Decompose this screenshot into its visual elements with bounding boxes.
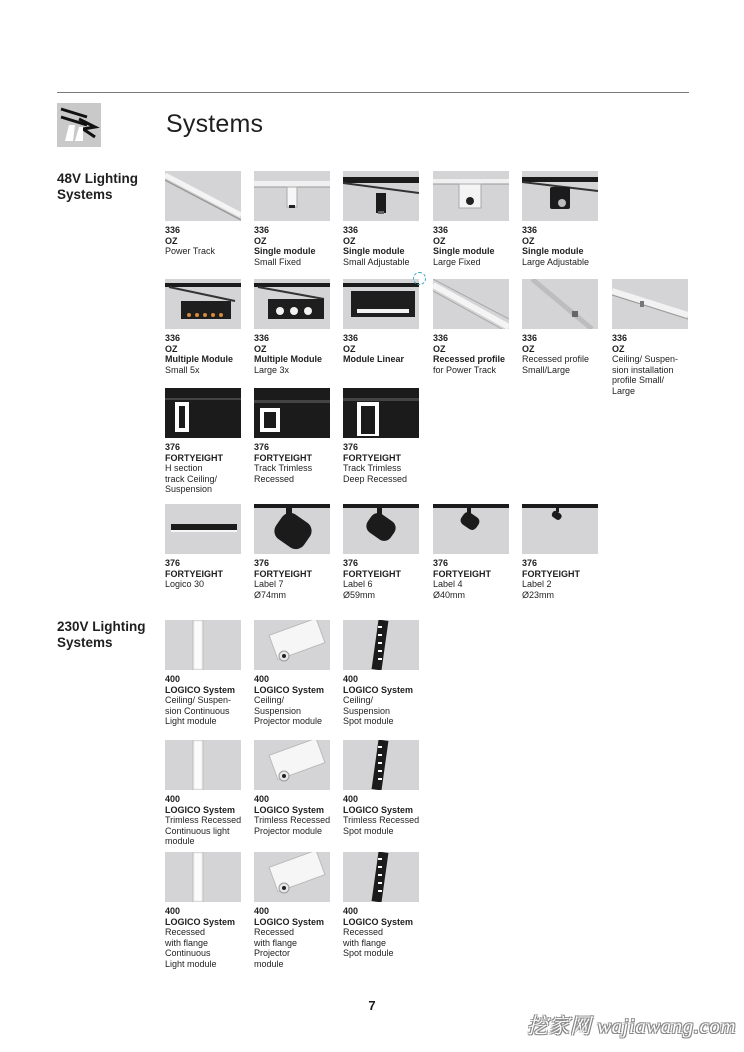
- product-caption: [254, 333, 334, 375]
- product-module-type: Single module: [343, 246, 405, 257]
- product-caption: [522, 225, 602, 267]
- product-image-track-diag: [165, 171, 241, 221]
- product-family: OZ: [343, 343, 356, 354]
- product-description: Small 5x: [165, 364, 200, 375]
- product-caption: [165, 674, 245, 727]
- product-number: 400: [343, 906, 359, 916]
- product-card: [343, 504, 423, 600]
- product-image-oz-large-fixed: [433, 171, 509, 221]
- product-family: FORTYEIGHT: [165, 568, 223, 579]
- product-number: 376: [165, 558, 181, 568]
- product-description: Small Fixed: [254, 256, 302, 267]
- product-description: Recessed with flange Projector module: [254, 927, 298, 969]
- product-description: for Power Track: [433, 364, 497, 375]
- product-caption: [254, 674, 334, 727]
- product-image-oz-linear: [343, 279, 419, 329]
- product-number: 376: [433, 558, 449, 568]
- product-number: 400: [343, 674, 359, 684]
- product-description: Ceiling/ Suspension Spot module: [343, 695, 394, 727]
- product-number: 336: [343, 333, 359, 343]
- product-card: [165, 171, 245, 257]
- product-description: Label 6 Ø59mm: [343, 579, 376, 600]
- product-family: FORTYEIGHT: [343, 568, 401, 579]
- product-caption: [254, 906, 334, 970]
- product-image-oz-small-adj: [343, 171, 419, 221]
- product-card: [165, 852, 245, 970]
- product-description: H section track Ceiling/ Suspension: [165, 463, 218, 495]
- product-family: FORTYEIGHT: [165, 452, 223, 463]
- product-image-oz-large-adj: [522, 171, 598, 221]
- product-image-logico-proj: [254, 620, 330, 670]
- product-card: [165, 279, 245, 375]
- product-image-label7: [254, 504, 330, 554]
- product-caption: [343, 333, 423, 365]
- product-number: 400: [254, 794, 270, 804]
- product-number: 336: [254, 333, 270, 343]
- product-card: [612, 279, 692, 397]
- product-image-oz-multi3: [254, 279, 330, 329]
- product-image-logico-cont: [165, 740, 241, 790]
- product-number: 336: [522, 225, 538, 235]
- product-family: OZ: [522, 343, 535, 354]
- product-family: FORTYEIGHT: [254, 568, 312, 579]
- product-family: OZ: [522, 235, 535, 246]
- product-caption: [433, 333, 513, 375]
- product-card: [254, 852, 334, 970]
- product-image-recessed-profile: [433, 279, 509, 329]
- product-family: OZ: [254, 235, 267, 246]
- product-image-logico-spot: [343, 852, 419, 902]
- product-family: LOGICO System: [165, 916, 236, 927]
- product-card: [522, 171, 602, 267]
- product-card: [165, 620, 245, 727]
- product-family: OZ: [343, 235, 356, 246]
- product-family: FORTYEIGHT: [433, 568, 491, 579]
- product-number: 336: [612, 333, 628, 343]
- product-caption: [254, 794, 334, 836]
- product-card: [343, 171, 423, 267]
- product-description: Label 4 Ø40mm: [433, 579, 466, 600]
- product-image-oz-small-fixed: [254, 171, 330, 221]
- product-image-logico-proj: [254, 740, 330, 790]
- product-module-type: Recessed profile: [433, 354, 506, 365]
- product-image-logico-spot: [343, 620, 419, 670]
- product-image-logico30: [165, 504, 241, 554]
- product-image-oz-multi5: [165, 279, 241, 329]
- product-description: Track Trimless Deep Recessed: [343, 463, 408, 484]
- product-card: [343, 388, 423, 484]
- product-number: 400: [254, 906, 270, 916]
- product-description: Trimless Recessed Continuous light module: [165, 815, 242, 847]
- product-family: OZ: [612, 343, 625, 354]
- product-number: 376: [254, 558, 270, 568]
- product-card: [343, 279, 423, 365]
- product-caption: [343, 225, 423, 267]
- section-title-48v: 48V Lighting Systems: [57, 171, 138, 202]
- product-caption: [343, 906, 423, 959]
- product-card: [433, 279, 513, 375]
- track-system-logo-icon: [57, 103, 101, 147]
- product-module-type: Multiple Module: [254, 354, 322, 365]
- product-caption: [343, 674, 423, 727]
- product-number: 336: [433, 225, 449, 235]
- product-description: Ceiling/ Suspen- sion installation profile Small/ Large: [612, 354, 679, 396]
- product-number: 400: [254, 674, 270, 684]
- product-image-h-section: [165, 388, 241, 438]
- product-number: 376: [254, 442, 270, 452]
- product-module-type: Module Linear: [343, 354, 405, 365]
- product-description: Recessed with flange Continuous Light module: [165, 927, 217, 969]
- product-caption: [522, 558, 602, 600]
- product-description: Small Adjustable: [343, 256, 410, 267]
- product-description: Label 2 Ø23mm: [522, 579, 555, 600]
- product-caption: [254, 558, 334, 600]
- product-family: FORTYEIGHT: [522, 568, 580, 579]
- product-number: 376: [165, 442, 181, 452]
- product-number: 336: [165, 225, 181, 235]
- selection-marker: [413, 272, 426, 285]
- product-family: OZ: [165, 343, 178, 354]
- product-card: [254, 504, 334, 600]
- product-description: Trimless Recessed Projector module: [254, 815, 331, 836]
- product-caption: [165, 225, 245, 257]
- section-title-230v: 230V Lighting Systems: [57, 619, 146, 650]
- product-number: 400: [165, 794, 181, 804]
- product-module-type: Single module: [433, 246, 495, 257]
- product-description: Track Trimless Recessed: [254, 463, 313, 484]
- product-description: Label 7 Ø74mm: [254, 579, 287, 600]
- product-caption: [433, 558, 513, 600]
- product-card: [254, 279, 334, 375]
- product-description: Ceiling/ Suspen- sion Continuous Light module: [165, 695, 232, 727]
- product-caption: [254, 442, 334, 484]
- product-description: Trimless Recessed Spot module: [343, 815, 420, 836]
- product-card: [433, 171, 513, 267]
- product-card: [343, 852, 423, 959]
- product-image-label2: [522, 504, 598, 554]
- product-card: [165, 504, 245, 590]
- product-caption: [165, 906, 245, 970]
- page-number: 7: [368, 998, 376, 1013]
- watermark: 挖家网 wajiawang.com: [526, 1014, 736, 1038]
- product-image-logico-proj: [254, 852, 330, 902]
- product-caption: [343, 442, 423, 484]
- product-module-type: Single module: [254, 246, 316, 257]
- product-description: Ceiling/ Suspension Projector module: [254, 695, 323, 727]
- product-number: 336: [165, 333, 181, 343]
- product-family: FORTYEIGHT: [254, 452, 312, 463]
- product-module-type: Multiple Module: [165, 354, 233, 365]
- product-image-trimless: [254, 388, 330, 438]
- product-card: [254, 620, 334, 727]
- product-family: LOGICO System: [343, 804, 414, 815]
- product-number: 376: [343, 558, 359, 568]
- product-description: Power Track: [165, 246, 216, 257]
- product-description: Large 3x: [254, 364, 290, 375]
- product-family: FORTYEIGHT: [343, 452, 401, 463]
- product-caption: [254, 225, 334, 267]
- product-caption: [522, 333, 602, 375]
- product-number: 376: [343, 442, 359, 452]
- product-number: 336: [433, 333, 449, 343]
- product-caption: [165, 558, 245, 590]
- product-image-trimless-deep: [343, 388, 419, 438]
- product-card: [254, 740, 334, 836]
- product-family: LOGICO System: [254, 684, 325, 695]
- product-number: 400: [165, 674, 181, 684]
- product-family: OZ: [254, 343, 267, 354]
- product-image-ceiling-profile: [612, 279, 688, 329]
- product-image-logico-spot: [343, 740, 419, 790]
- product-card: [433, 504, 513, 600]
- product-card: [343, 620, 423, 727]
- product-card: [165, 388, 245, 495]
- product-family: LOGICO System: [254, 916, 325, 927]
- product-family: OZ: [433, 343, 446, 354]
- product-caption: [612, 333, 692, 397]
- product-card: [254, 171, 334, 267]
- product-number: 336: [343, 225, 359, 235]
- product-number: 400: [343, 794, 359, 804]
- product-family: OZ: [165, 235, 178, 246]
- product-caption: [343, 794, 423, 836]
- product-image-logico-cont: [165, 620, 241, 670]
- product-caption: [165, 333, 245, 375]
- product-image-logico-cont: [165, 852, 241, 902]
- product-image-label6: [343, 504, 419, 554]
- product-card: [343, 740, 423, 836]
- product-card: [522, 504, 602, 600]
- product-caption: [433, 225, 513, 267]
- product-family: LOGICO System: [165, 684, 236, 695]
- product-description: Large Fixed: [433, 256, 481, 267]
- product-description: Recessed profile Small/Large: [522, 354, 590, 375]
- product-number: 336: [254, 225, 270, 235]
- product-number: 376: [522, 558, 538, 568]
- product-card: [522, 279, 602, 375]
- product-card: [165, 740, 245, 847]
- product-family: LOGICO System: [165, 804, 236, 815]
- product-number: 400: [165, 906, 181, 916]
- product-family: LOGICO System: [343, 916, 414, 927]
- product-number: 336: [522, 333, 538, 343]
- product-image-recessed-small: [522, 279, 598, 329]
- product-family: OZ: [433, 235, 446, 246]
- top-rule: [57, 92, 689, 93]
- product-description: Recessed with flange Spot module: [343, 927, 394, 959]
- page-title: Systems: [166, 110, 264, 138]
- product-description: Logico 30: [165, 579, 205, 590]
- product-family: LOGICO System: [254, 804, 325, 815]
- product-module-type: Single module: [522, 246, 584, 257]
- product-card: [254, 388, 334, 484]
- product-family: LOGICO System: [343, 684, 414, 695]
- product-description: Large Adjustable: [522, 256, 590, 267]
- product-caption: [165, 794, 245, 847]
- product-caption: [165, 442, 245, 495]
- product-image-label4: [433, 504, 509, 554]
- product-caption: [343, 558, 423, 600]
